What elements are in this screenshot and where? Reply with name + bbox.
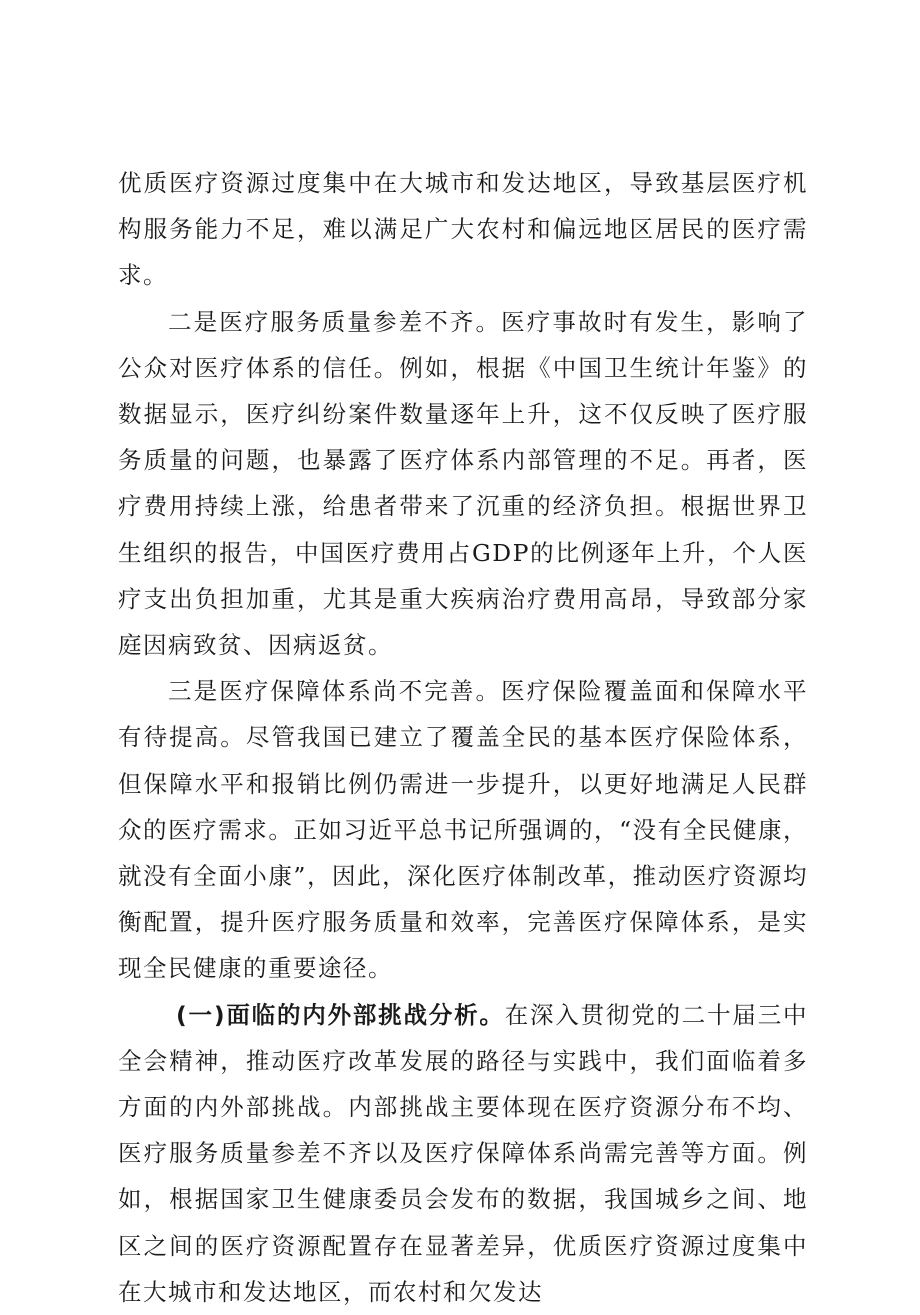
paragraph-continuation: 优质医疗资源过度集中在大城市和发达地区，导致基层医疗机构服务能力不足，难以满足广大农村和偏远地区居民的医疗需求。 (118, 169, 808, 290)
section-body-text: 在深入贯彻党的二十届三中全会精神，推动医疗改革发展的路径与实践中，我们面临着多方面的内外部挑战。内部挑战主要体现在医疗资源分布不均、医疗服务质量参差不齐以及医疗保障体系尚需完善等方面。例如，根据国家卫生健康委员会发布的数据，我国城乡之间、地区之间的医疗资源配置存在显著差异，优质医疗资源过度集中在大城市和发达地区，而农村和欠发达 (118, 1000, 809, 1306)
paragraph-medical-service-quality: 二是医疗服务质量参差不齐。医疗事故时有发生，影响了公众对医疗体系的信任。例如，根据《中国卫生统计年鉴》的数据显示，医疗纠纷案件数量逐年上升，这不仅反映了医疗服务质量的问题，也暴露了医疗体系内部管理的不足。再者，医疗费用持续上涨，给患者带来了沉重的经济负担。根据世界卫生组织的报告，中国医疗费用占GDP的比例逐年上升，个人医疗支出负担加重，尤其是重大疾病治疗费用高昂，导致部分家庭因病致贫、因病返贫。 (118, 307, 808, 660)
paragraph-medical-security-system: 三是医疗保障体系尚不完善。医疗保险覆盖面和保障水平有待提高。尽管我国已建立了覆盖全民的基本医疗保险体系，但保障水平和报销比例仍需进一步提升，以更好地满足人民群众的医疗需求。正如习近平总书记所强调的，“没有全民健康，就没有全面小康”，因此，深化医疗体制改革，推动医疗资源均衡配置，提升医疗服务质量和效率，完善医疗保障体系，是实现全民健康的重要途径。 (118, 677, 808, 983)
section-heading: (一)面临的内外部挑战分析。 (176, 1000, 505, 1029)
paragraph-challenges-analysis (118, 992, 808, 1315)
document-body (118, 160, 808, 1315)
